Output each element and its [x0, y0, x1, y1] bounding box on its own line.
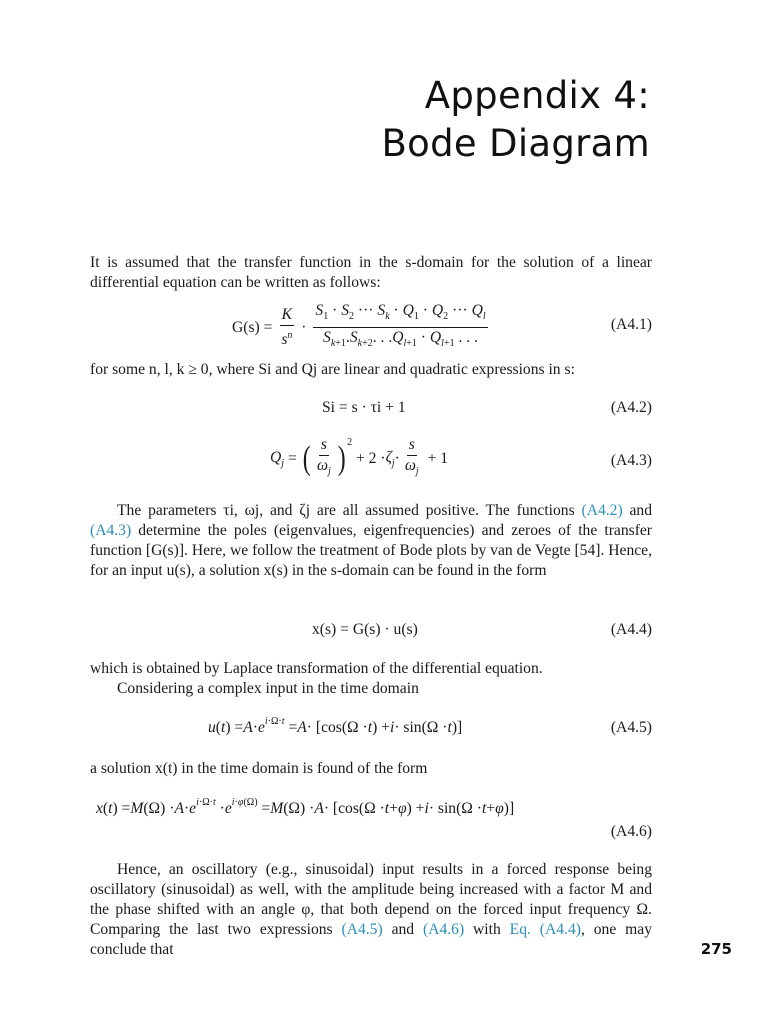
equation-a4-4 — [90, 620, 652, 660]
equation-a4-5: u ( t ) = A · e $^{i \cdot\Omega\cdot t}$ = A · [cos(Ω · t ) + i · sin(Ω · t )] (A4.5) — [208, 715, 652, 736]
eq1-lhs: G(s) = — [232, 318, 273, 336]
chapter-title — [382, 72, 651, 168]
eq1-number: (A4.1) — [610, 316, 652, 333]
chapter-title-line2: Bode Diagram — [381, 122, 650, 165]
eq2-body: Si = s · τi + 1 — [322, 399, 406, 416]
equation-a4-6: x ( t ) = M (Ω) · A · e $^{i \cdot\Omega\cdot t}$ · e $^{i \cdot\varphi (\Omega)}$ = M (Ω) · A · [cos(Ω · t + φ ) + i · sin(Ω · t + φ )] (A4.6) — [96, 796, 652, 840]
chapter-title-line1: Appendix 4: — [424, 74, 650, 117]
ref-eq-a4-4[interactable]: Eq. (A4.4) — [509, 921, 581, 938]
equation-a4-3: $Q_j$ = ( $\frac{s}{\omega_j}$ ) $^2$ + 2 · $\zeta_j$ · $\frac{s}{\omega_j}$ + 1 (A4.3) — [270, 436, 652, 478]
eq4-body: x(s) = G(s) · u(s) — [312, 621, 418, 638]
equation-a4-2 — [90, 398, 652, 438]
eq3-number: (A4.3) — [610, 452, 652, 469]
page-number: 275 — [700, 940, 732, 958]
ref-a4-6[interactable]: (A4.6) — [423, 921, 465, 938]
paragraph-complex-input: Considering a complex input in the time domain — [117, 680, 419, 697]
paragraph-parameters: The parameters τi, ωj, and ζj are all assumed positive. The functions (A4.2) and (A4.3) determine the poles (eigenvalues, eigenfrequencies) and zeroes of the transfer function [G(s)]. Here, we follow the treatment of Bode plots by van de Vegte [54]. Hence, for an input u(s), a solution x(s) in the s-domain can be found in the form — [90, 502, 652, 579]
paragraph-conclusion: Hence, an oscillatory (e.g., sinusoidal) input results in a forced response being oscillatory (sinusoidal) as well, with the amplitude being increased with a factor M and the phase shifted with an angle φ, that both depend on the forced input frequency Ω. Comparing the last two expressions (A4.5) and (A4.6) with Eq. (A4.4), one may conclude that — [90, 861, 653, 958]
paragraph-laplace: which is obtained by Laplace transformation of the differential equation. — [90, 660, 543, 677]
ref-a4-5[interactable]: (A4.5) — [341, 921, 383, 938]
ref-a4-2[interactable]: (A4.2) — [581, 502, 623, 519]
equation-a4-1: G(s) = $\frac{K}{s^n}$ · $\frac{S_1 \cdot S_2 \cdot\cdot\cdot S_k \cdot Q_1 \cdot Q_2 \cdot\cdot\cdot Q_l}{S_{k+1}.S_{k+2}. . .Q_{l+1} \cdot Q_{l+1} . . .}$ (A4.1) — [232, 302, 652, 350]
eq6-number: (A4.6) — [610, 823, 652, 840]
paragraph-solution: a solution x(t) in the time domain is found of the form — [90, 760, 428, 777]
eq4-number: (A4.4) — [610, 621, 652, 638]
eq5-number: (A4.5) — [610, 719, 652, 736]
paragraph-intro: It is assumed that the transfer function in the s-domain for the solution of a linear differential equation can be written as follows: — [90, 254, 652, 291]
paragraph-conditions: for some n, l, k ≥ 0, where Si and Qj are linear and quadratic expressions in s: — [90, 361, 575, 378]
ref-a4-3[interactable]: (A4.3) — [90, 522, 132, 539]
eq2-number: (A4.2) — [610, 399, 652, 416]
